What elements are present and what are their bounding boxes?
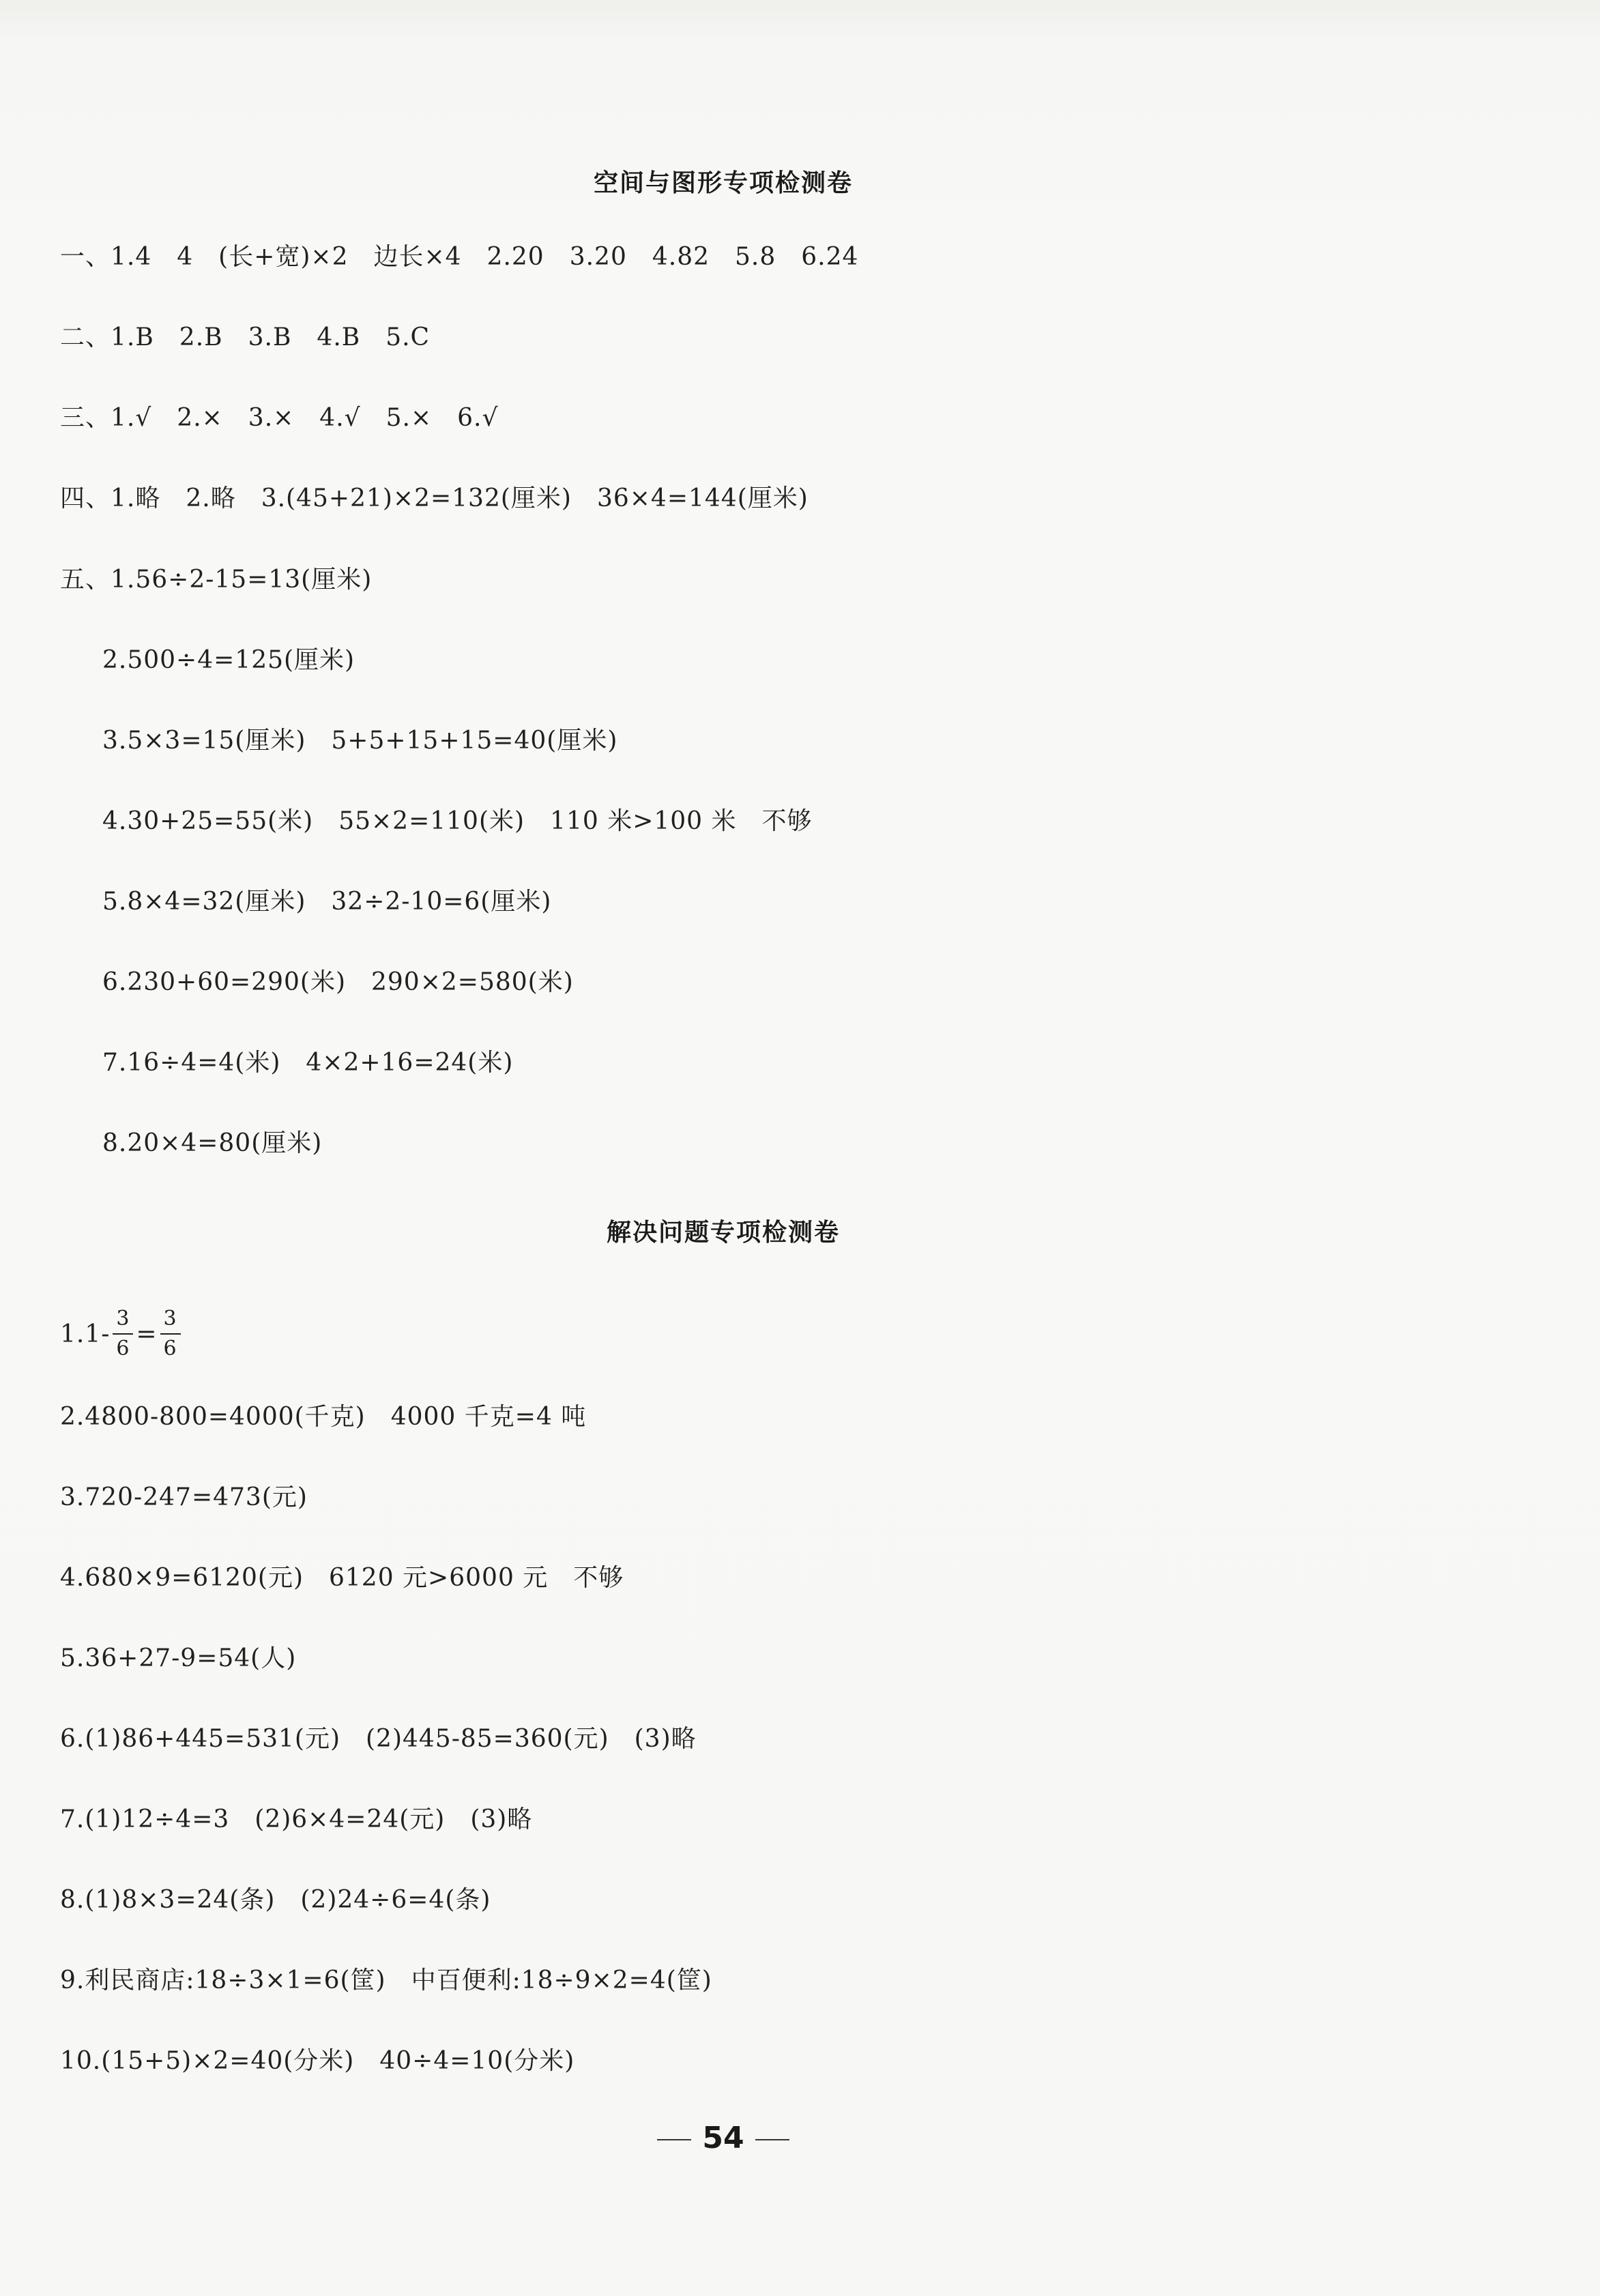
answer-line-q8: 8.(1)8×3=24(条) (2)24÷6=4(条) — [60, 1886, 491, 1914]
fraction-2 — [160, 1307, 181, 1361]
fraction-1-bar — [113, 1333, 133, 1335]
section-title-problem-solving: 解决问题专项检测卷 — [606, 1219, 840, 1247]
answer-line-q1-fraction — [60, 1300, 184, 1368]
fraction-2-bar — [160, 1333, 181, 1335]
answer-line-q3: 3.720-247=473(元) — [60, 1483, 308, 1511]
page-number-footer — [0, 2121, 1446, 2155]
answer-line-part-5-q1: 五、1.56÷2-15=13(厘米) — [60, 566, 373, 594]
fraction-1-denominator: 6 — [116, 1337, 130, 1361]
fraction-2-numerator: 3 — [163, 1307, 177, 1331]
page-number: 54 — [702, 2121, 744, 2155]
answer-line-part-5-q3: 3.5×3=15(厘米) 5+5+15+15=40(厘米) — [102, 727, 618, 755]
answer-line-part-5-q5: 5.8×4=32(厘米) 32÷2-10=6(厘米) — [102, 888, 552, 916]
page-number-right-dash — [755, 2139, 789, 2140]
answer-line-part-5-q4: 4.30+25=55(米) 55×2=110(米) 110 米>100 米 不够 — [102, 807, 813, 835]
answer-line-part-2: 二、1.B 2.B 3.B 4.B 5.C — [60, 323, 431, 351]
answer-line-part-3: 三、1.√ 2.× 3.× 4.√ 5.× 6.√ — [60, 404, 499, 432]
answer-line-q4: 4.680×9=6120(元) 6120 元>6000 元 不够 — [60, 1564, 624, 1592]
fraction-2-denominator: 6 — [163, 1337, 177, 1361]
section-title-space-and-shapes: 空间与图形专项检测卷 — [593, 169, 853, 197]
answer-line-q2: 2.4800-800=4000(千克) 4000 千克=4 吨 — [60, 1403, 587, 1431]
answer-line-part-5-q2: 2.500÷4=125(厘米) — [102, 646, 355, 674]
q1-equals: = — [136, 1320, 158, 1348]
answer-line-q9: 9.利民商店:18÷3×1=6(筐) 中百便利:18÷9×2=4(筐) — [60, 1966, 712, 1994]
fraction-1 — [113, 1307, 133, 1361]
answer-line-part-5-q8: 8.20×4=80(厘米) — [102, 1129, 323, 1157]
answer-line-q10: 10.(15+5)×2=40(分米) 40÷4=10(分米) — [60, 2047, 575, 2075]
answer-line-q6: 6.(1)86+445=531(元) (2)445-85=360(元) (3)略 — [60, 1725, 697, 1753]
answer-line-part-4: 四、1.略 2.略 3.(45+21)×2=132(厘米) 36×4=144(厘米) — [60, 484, 809, 512]
answer-line-q7: 7.(1)12÷4=3 (2)6×4=24(元) (3)略 — [60, 1805, 533, 1833]
answer-line-part-1: 一、1.4 4 (长+宽)×2 边长×4 2.20 3.20 4.82 5.8 6.24 — [60, 243, 859, 271]
answer-line-part-5-q6: 6.230+60=290(米) 290×2=580(米) — [102, 968, 574, 996]
answer-line-q5: 5.36+27-9=54(人) — [60, 1644, 297, 1672]
q1-prefix: 1.1- — [60, 1320, 111, 1348]
answer-line-part-5-q7: 7.16÷4=4(米) 4×2+16=24(米) — [102, 1049, 514, 1077]
page-number-left-dash — [657, 2139, 691, 2140]
fraction-1-numerator: 3 — [116, 1307, 130, 1331]
